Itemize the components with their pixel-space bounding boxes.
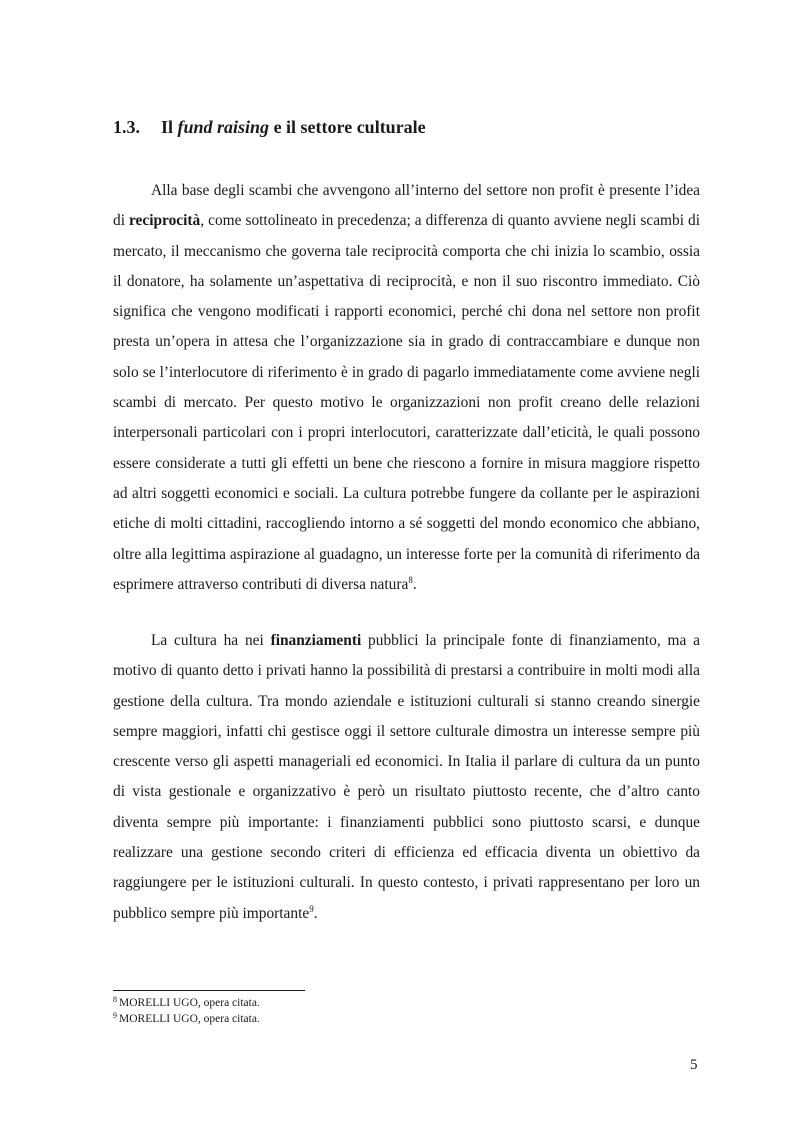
paragraph-financing <box>113 626 700 929</box>
page-number: 5 <box>690 1057 698 1073</box>
footnote-divider <box>113 990 305 991</box>
keyword-reciprocita: reciprocità <box>129 212 201 230</box>
section-title-italic: fund raising <box>177 117 270 137</box>
paragraph-text: , come sottolineato in precedenza; a differenza di quanto avviene negli scambi di mercato, il meccanismo che governa tale reciprocità comporta che chi inizia lo scambio, ossia il donatore, ha solamente un’aspettativa di reciprocità, e non il suo riscontro immediato. Ciò significa che vengono modificati i rapporti economici, perché chi dona nel settore non profit presta un’opera in attesa che l’organizzazione sia in grado di contraccambiare e dunque non solo se l’interlocutore di riferimento è in grado di pagarlo immediatamente come avviene negli scambi di mercato. Per questo motivo le organizzazioni non profit creano delle relazioni interpersonali particolari con i propri interlocutori, caratterizzate dall’eticità, le quali possono essere considerate a tutti gli effetti un bene che riescono a fornire in misura maggiore rispetto ad altri soggetti economici e sociali. La cultura potrebbe fungere da collante per le aspirazioni etiche di molti cittadini, raccogliendo intorno a sé soggetti del mondo economico che abbiano, oltre alla legittima aspirazione al guadagno, un interesse forte per la comunità di riferimento da esprimere attraverso contributi di diversa natura <box>113 212 700 593</box>
paragraph-text: pubblici la principale fonte di finanziamento, ma a motivo di quanto detto i privati hanno la possibilità di prestarsi a contribuire in molti modi alla gestione della cultura. Tra mondo aziendale e istituzioni culturali si stanno creando sinergie sempre maggiori, infatti chi gestisce oggi il settore culturale dimostra un interesse sempre più crescente verso gli aspetti manageriali ed economici. In Italia il parlare di cultura da un punto di vista gestionale e organizzativo è però un risultato piuttosto recente, che d’altro canto diventa sempre più importante: i finanziamenti pubblici sono piuttosto scarsi, e dunque realizzare una gestione secondo criteri di efficienza ed efficacia diventa un obiettivo da raggiungere per le istituzioni culturali. In questo contesto, i privati rappresentano per loro un pubblico sempre più importante <box>113 632 701 922</box>
footnote-9 <box>113 1011 260 1027</box>
section-heading <box>113 117 426 138</box>
footnote-number: 9 <box>113 1011 117 1020</box>
footnotes <box>113 995 260 1027</box>
section-number: 1.3. <box>113 117 140 137</box>
footnote-ref-8[interactable]: 8 <box>408 574 413 585</box>
section-title-start: Il <box>161 117 178 137</box>
paragraph-reciprocity <box>113 176 700 600</box>
paragraph-text: Alla base degli scambi che avvengono all’interno del settore non profit è presente l’idea di <box>113 182 700 230</box>
footnote-number: 8 <box>113 995 117 1004</box>
paragraph-text: . <box>313 904 318 922</box>
paragraph-text: La cultura ha nei <box>151 632 271 649</box>
footnote-ref-9[interactable]: 9 <box>309 903 314 914</box>
footnote-text: MORELLI UGO, opera citata. <box>119 997 260 1009</box>
keyword-finanziamenti: finanziamenti <box>270 632 362 649</box>
footnote-text: MORELLI UGO, opera citata. <box>119 1013 260 1025</box>
paragraph-text: . <box>412 575 417 593</box>
footnote-8 <box>113 995 260 1011</box>
section-title-end: e il settore culturale <box>269 117 426 137</box>
